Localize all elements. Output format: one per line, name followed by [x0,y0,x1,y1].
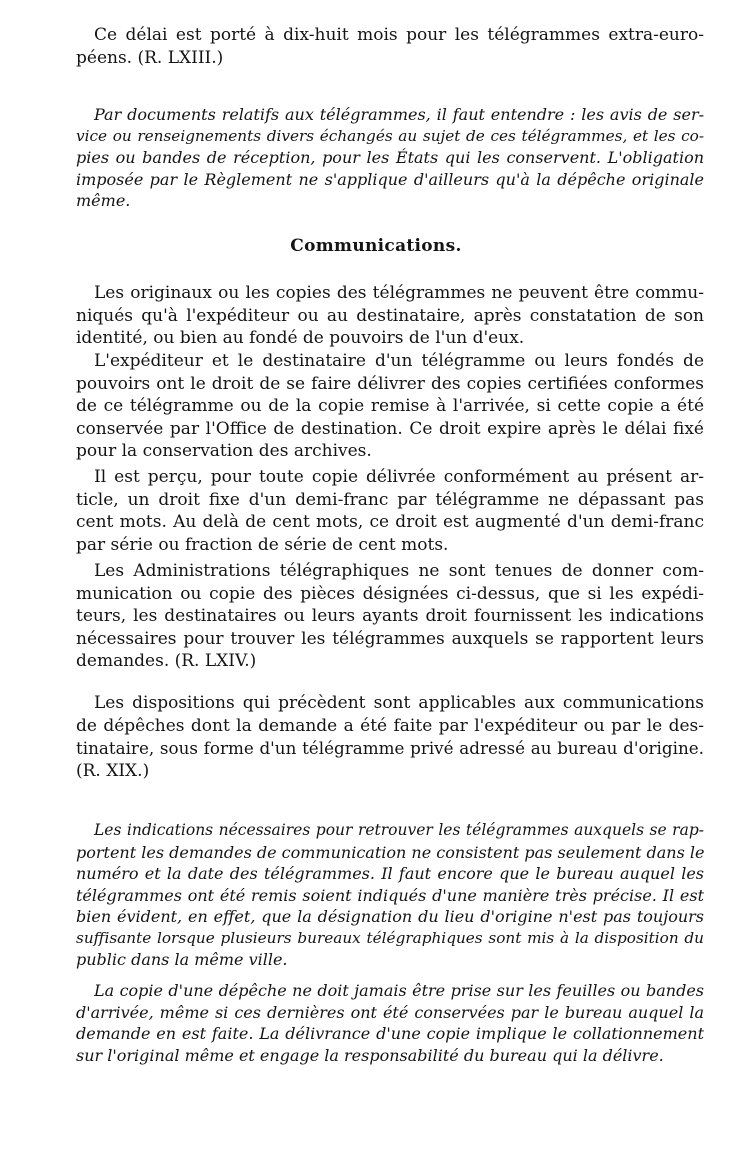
text-line: Les Administrations télégraphiques ne sont tenues de donner com- [94,561,704,581]
text-line: identité, ou bien au fondé de pouvoirs de l'un d'eux. [76,328,525,348]
text-line: public dans la même ville. [76,950,288,969]
paragraph-certified-copies [76,350,704,463]
note-indications [76,820,704,971]
text-line: La copie d'une dépêche ne doit jamais être prise sur les feuilles ou bandes [94,981,704,1000]
text-line: pouvoirs ont le droit de se faire délivrer des copies certifiées conformes [76,373,704,394]
text-line: péens. (R. LXIII.) [76,47,224,68]
text-line: L'expéditeur et le destinataire d'un télégramme ou leurs fondés de [94,351,704,371]
paragraph-delay [76,24,704,69]
text-line: tinataire, sous forme d'un télégramme privé adressé au bureau d'origine. [76,738,704,758]
text-line: munication ou copie des pièces désignées ci-dessus, que si les expédi- [76,583,704,604]
text-line: conservée par l'Office de destination. Ce droit expire après le délai fixé [76,418,704,439]
text-line: Les originaux ou les copies des télégrammes ne peuvent être commu- [94,283,704,303]
text-line: pies ou bandes de réception, pour les États qui les conservent. L'obligation [76,148,704,167]
text-line: d'arrivée, même si ces dernières ont été conservées par le bureau auquel la [76,1002,704,1022]
text-line: cent mots. Au delà de cent mots, ce droit est augmenté d'un demi-franc [76,512,704,532]
text-line: niqués qu'à l'expéditeur ou au destinataire, après constatation de son [76,305,704,326]
text-line: demande en est faite. La délivrance d'une copie implique le collationnement [76,1024,704,1043]
text-line: (R. XIX.) [76,760,150,781]
note-copy [76,980,704,1066]
paragraph-dispositions [76,692,704,782]
text-line: de dépêches dont la demande a été faite par l'expéditeur ou par le des- [76,715,704,736]
text-line: demandes. (R. LXIV.) [76,651,257,671]
text-line: de ce télégramme ou de la copie remise à l'arrivée, si cette copie a été [76,396,704,416]
text-line: sur l'original même et engage la responsabilité du bureau qui la délivre. [76,1045,664,1065]
text-line: Par documents relatifs aux télégrammes, il faut entendre : les avis de ser- [94,105,704,124]
text-line: teurs, les destinataires ou leurs ayants droit fournissent les indications [76,606,704,626]
paragraph-originals [76,282,704,350]
text-line: même. [76,191,131,210]
paragraph-administrations [76,560,704,673]
paragraph-fee [76,466,704,556]
text-line: imposée par le Règlement ne s'applique d'ailleurs qu'à la dépêche originale [76,169,704,189]
text-line: Il est perçu, pour toute copie délivrée conformément au présent ar- [94,467,704,487]
note-documents [76,104,704,212]
text-line: pour la conservation des archives. [76,441,372,461]
text-line: par série ou fraction de série de cent mots. [76,534,449,555]
section-heading: Communications. [290,236,462,256]
text-line: Ce délai est porté à dix-huit mois pour les télégrammes extra-euro- [94,25,704,45]
text-line: vice ou renseignements divers échangés au sujet de ces télégrammes, et les co- [76,126,704,145]
text-line: nécessaires pour trouver les télégrammes auxquels se rapportent leurs [76,628,704,649]
text-line: Les dispositions qui précèdent sont applicables aux communications [94,693,704,713]
text-line: bien évident, en effet, que la désignation du lieu d'origine n'est pas toujours [76,907,704,926]
text-line: suffisante lorsque plusieurs bureaux télégraphiques sont mis à la disposition du [76,928,704,947]
text-line: Les indications nécessaires pour retrouver les télégrammes auxquels se rap- [94,821,704,839]
text-line: ticle, un droit fixe d'un demi-franc par télégramme ne dépassant pas [76,489,704,510]
text-line: numéro et la date des télégrammes. Il faut encore que le bureau auquel les [76,864,704,883]
text-line: portent les demandes de communication ne consistent pas seulement dans le [76,842,705,862]
text-line: télégrammes ont été remis soient indiqués d'une manière très précise. Il est [76,885,704,905]
